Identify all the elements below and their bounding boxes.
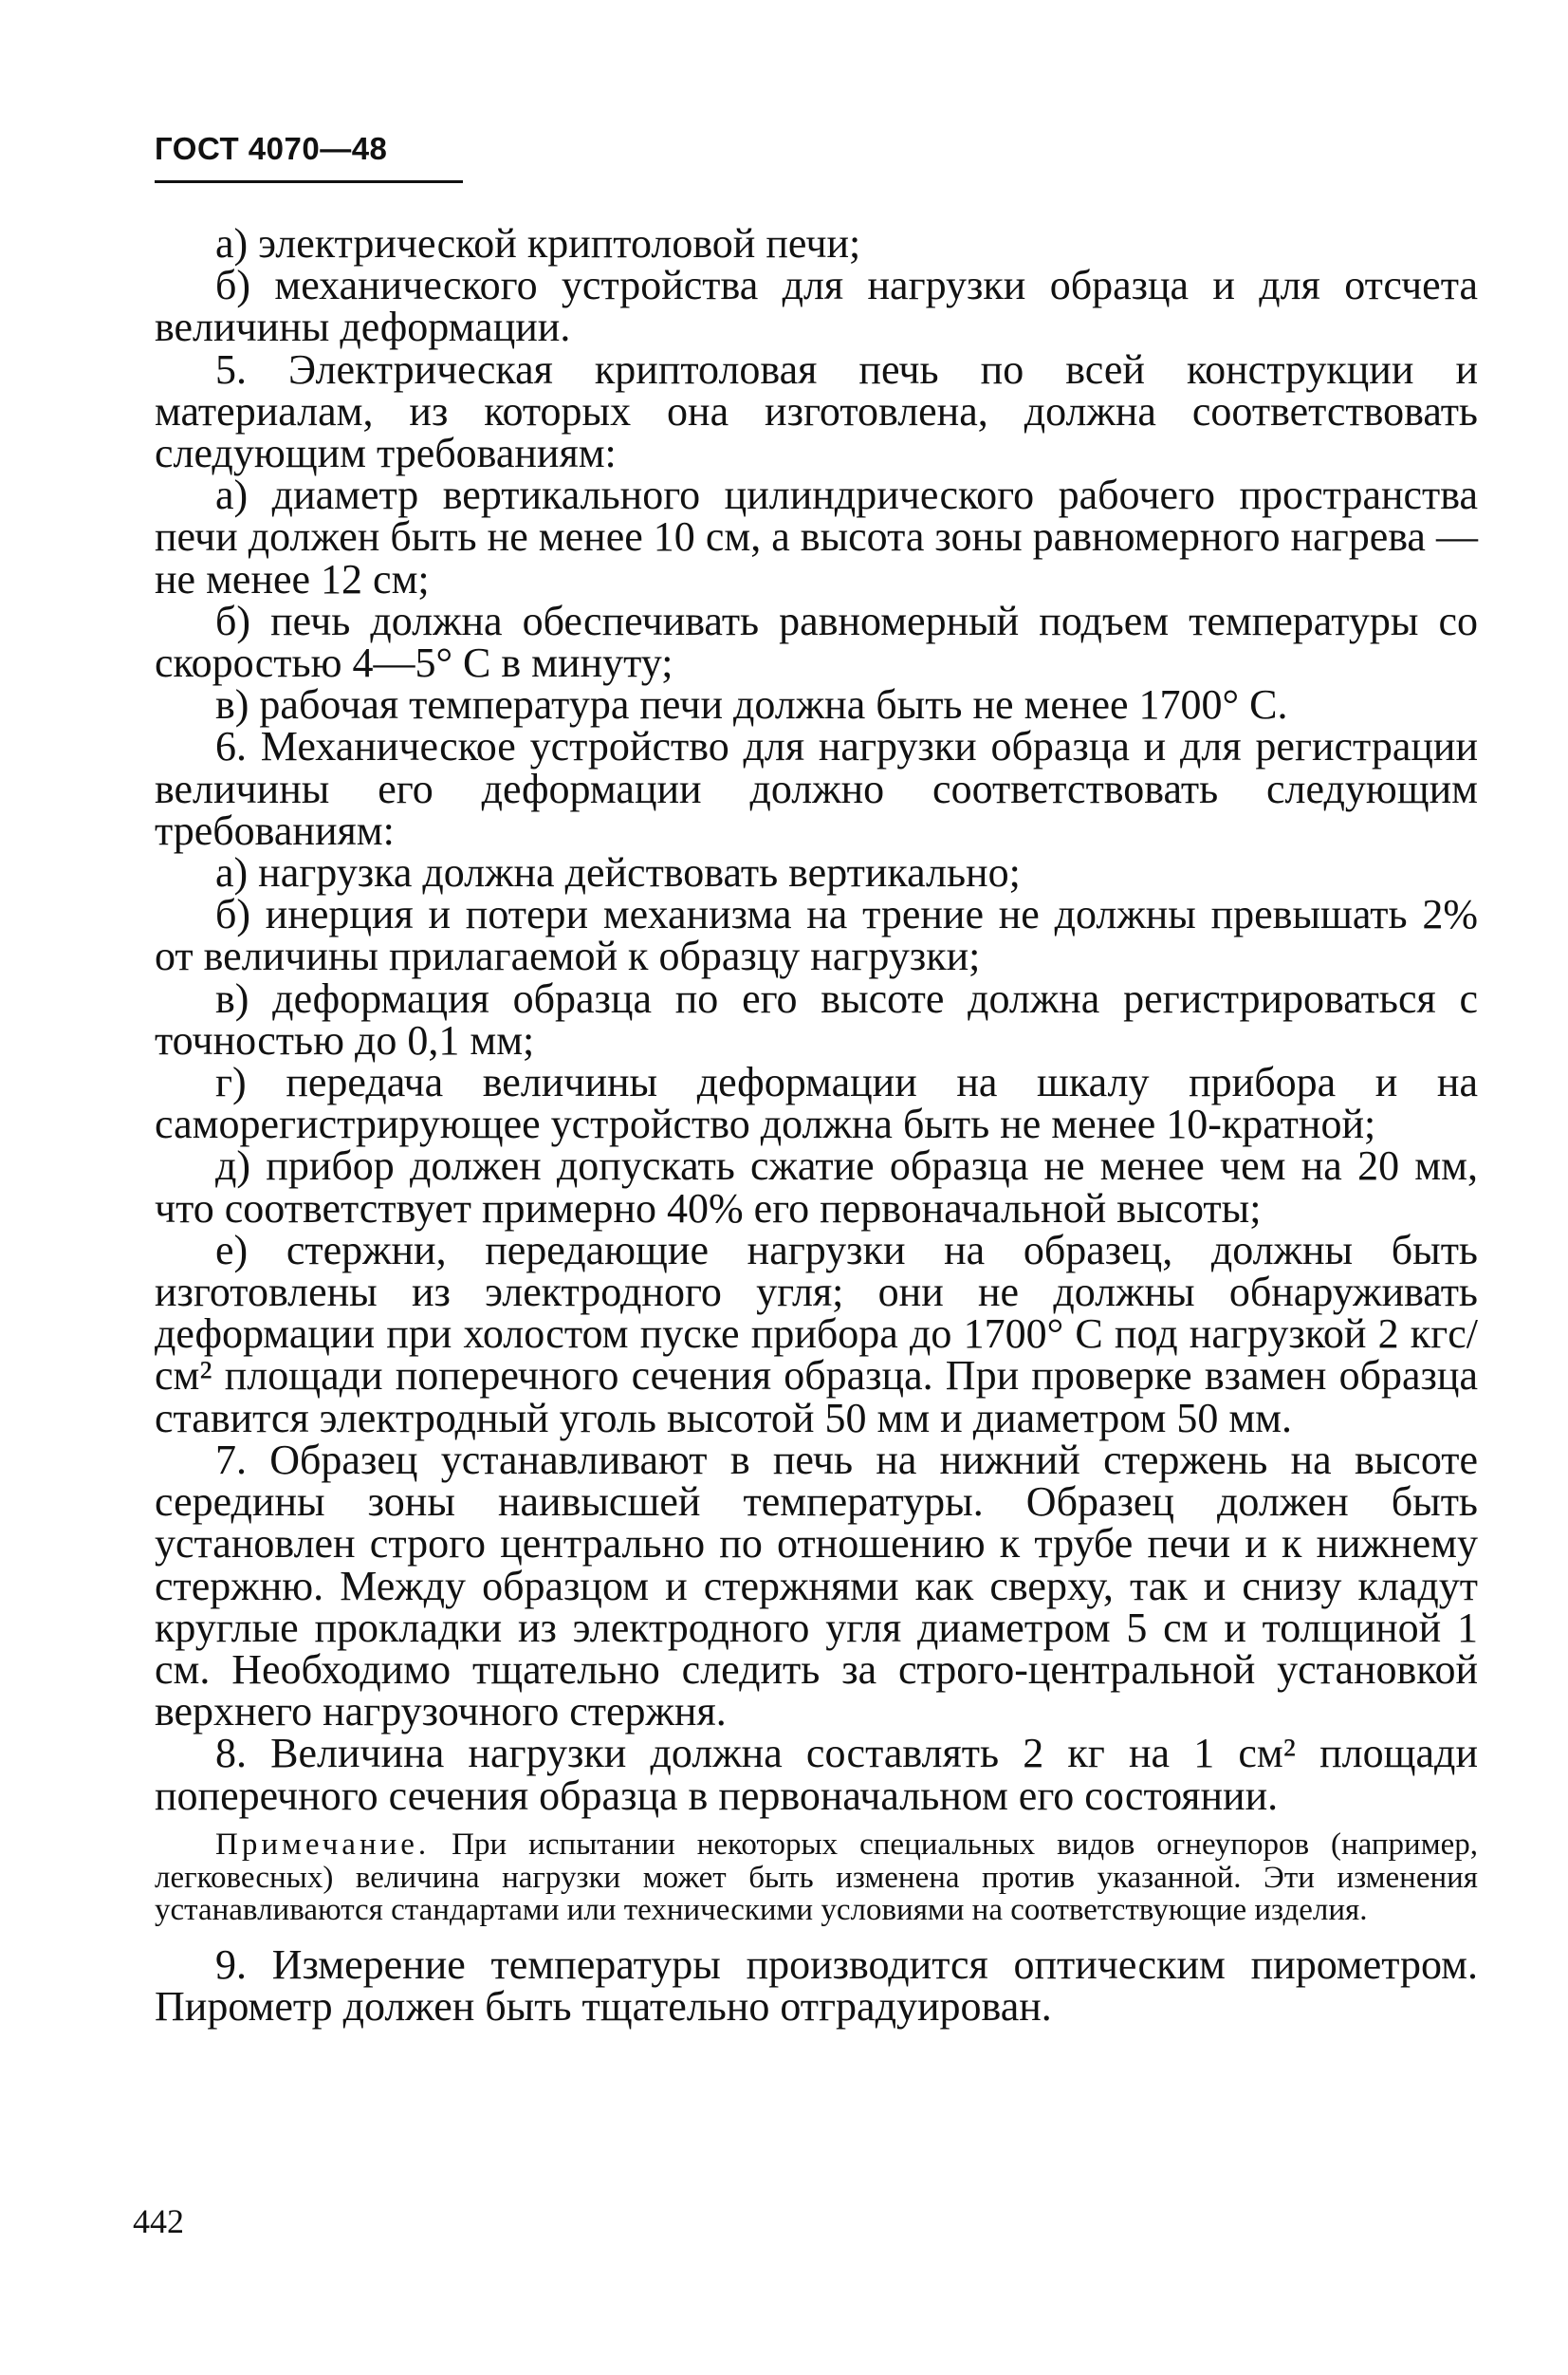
paragraph-6d: г) передача величины деформации на шкалу прибора и на самoрегистрирующее устройство должна быть не менее 10-кратной;: [155, 1059, 1478, 1148]
paragraph-6f: е) стержни, передающие нагрузки на образец, должны быть изготовлены из электродного угля; они не должны обнаруживать деформации при холостом пуске прибора до 1700° С под нагрузкой 2 кгс/см² площади поперечного сечения образца. При проверке взамен образца ставится электродный уголь высотой 50 мм и диаметром 50 мм.: [155, 1226, 1478, 1441]
paragraph-6e: д) прибор должен допускать сжатие образца не менее чем на 20 мм, что соответствует примерно 40% его первоначальной высоты;: [155, 1142, 1478, 1232]
note: [155, 1828, 1478, 1927]
paragraph-9: 9. Измерение температуры производится оптическим пирометром. Пирометр должен быть тщательно отградуирован.: [155, 1941, 1478, 2031]
paragraph-5a: а) диаметр вертикального цилиндрического рабочего пространства печи должен быть не менее 10 см, а высота зоны равномерного нагрева — не менее 12 см;: [155, 472, 1478, 603]
paragraph-6a: а) нагрузка должна действовать вертикально;: [215, 849, 1021, 897]
paragraph-8: 8. Величина нагрузки должна составлять 2 кг на 1 см² площади поперечного сечения образца в первоначальном его состоянии.: [155, 1730, 1478, 1819]
paragraph-4b: б) механического устройства для нагрузки образца и для отсчета величины деформации.: [155, 262, 1478, 351]
page-number: 442: [133, 2202, 184, 2240]
body-text: [155, 220, 1478, 2031]
paragraph-5c: в) рабочая температура печи должна быть не менее 1700° С.: [215, 681, 1288, 729]
paragraph-6b: б) инерция и потери механизма на трение не должны превышать 2% от величины прилагаемой к образцу нагрузки;: [155, 891, 1478, 980]
paragraph-4a: а) электрической криптоловой печи;: [215, 220, 861, 267]
note-text: При испытании некоторых специальных видов огнеупоров (например, легковесных) величина нагрузки может быть изменена против указанной. Эти изменения устанавливаются стандартами или техническими условиями на соответствующие изделия.: [155, 1827, 1478, 1928]
note-label: Примечание.: [215, 1827, 431, 1862]
paragraph-7: 7. Образец устанавливают в печь на нижний стержень на высоте середины зоны наивысшей температуры. Образец должен быть установлен строго центрально по отношению к трубе печи и к нижнему стержню. Между образцом и стержнями как сверху, так и снизу кладут круглые прокладки из электродного угля диаметром 5 см и толщиной 1 см. Необходимо тщательно следить за строго-центральной установкой верхнего нагрузочного стержня.: [155, 1436, 1478, 1735]
paragraph-5b: б) печь должна обеспечивать равномерный подъем температуры со скоростью 4—5° С в минуту;: [155, 597, 1478, 687]
document-header: ГОСТ 4070—48: [155, 131, 463, 183]
paragraph-6: 6. Механическое устройство для нагрузки образца и для регистрации величины его деформации должно соответствовать следующим требованиям:: [155, 723, 1478, 854]
paragraph-5: 5. Электрическая криптоловая печь по всей конструкции и материалам, из которых она изготовлена, должна соответствовать следующим требованиям:: [155, 345, 1478, 477]
document-page: [155, 131, 1478, 2029]
paragraph-6c: в) деформация образца по его высоте должна регистрироваться с точностью до 0,1 мм;: [155, 974, 1478, 1064]
